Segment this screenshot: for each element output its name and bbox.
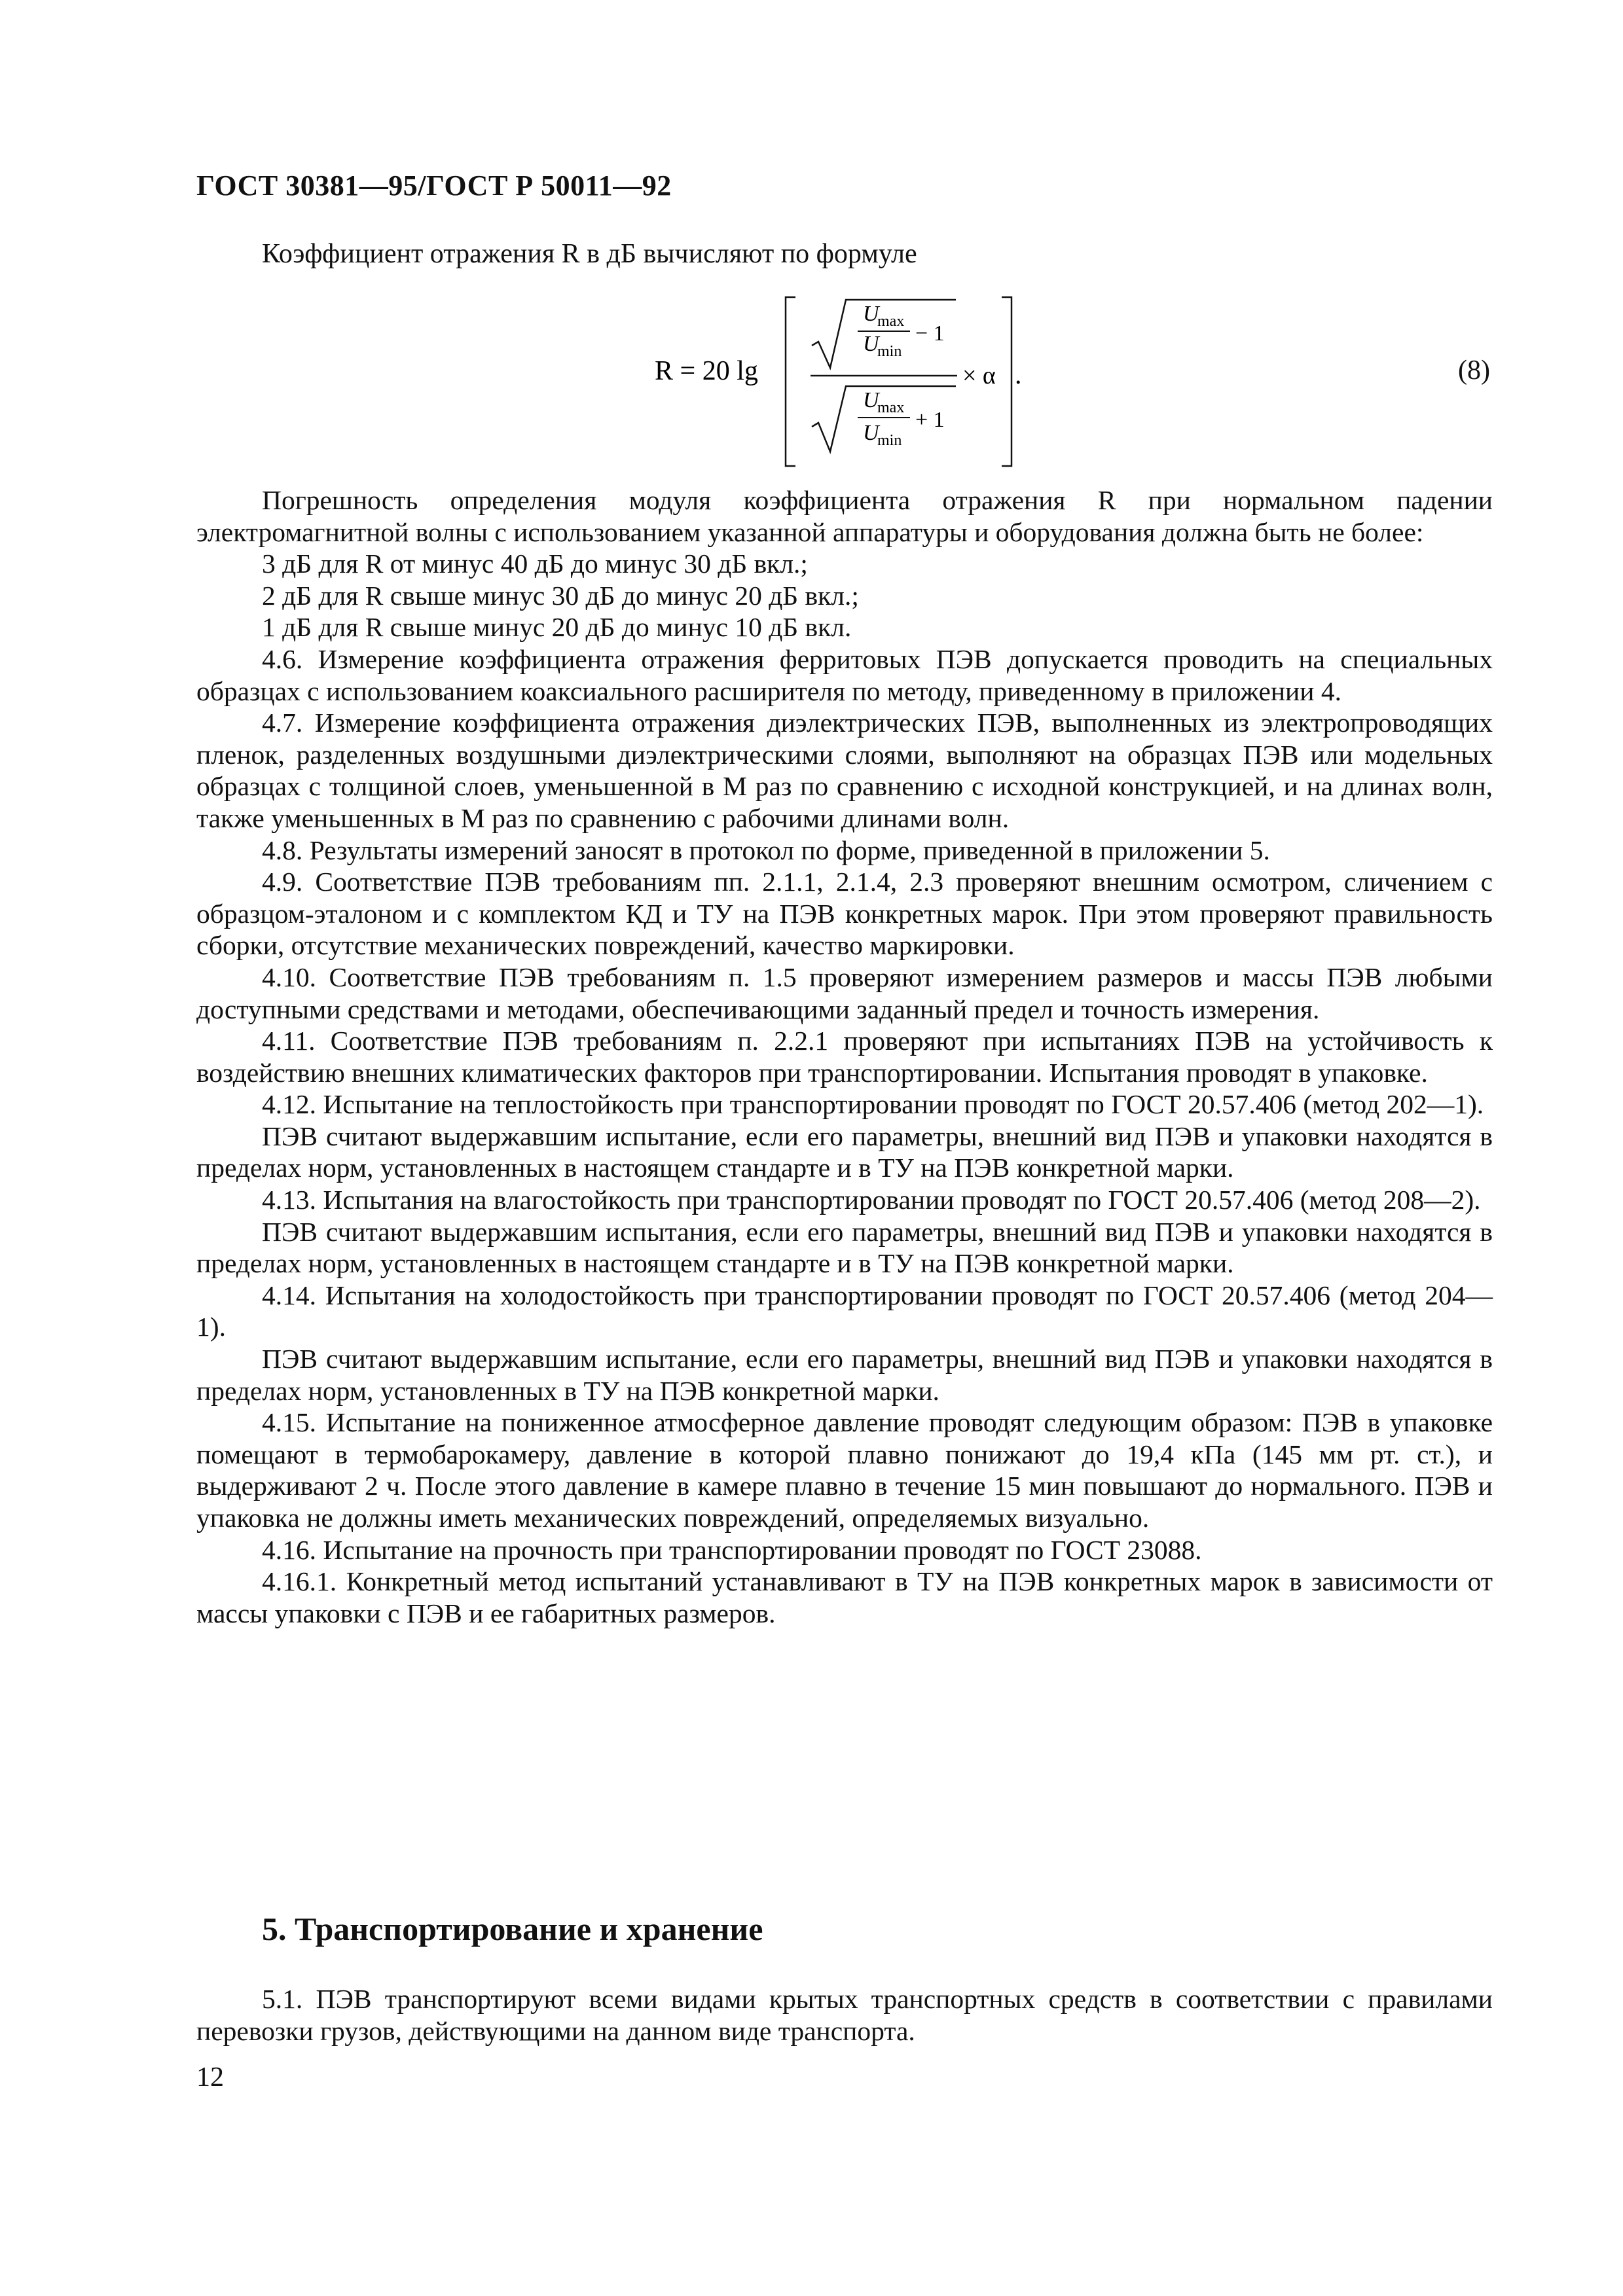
paragraph: 4.9. Соответствие ПЭВ требованиям пп. 2.1.1, 2.1.4, 2.3 проверяют внешним осмотром, сличением с образцом-эталоном и с комплектом КД и ТУ на ПЭВ конкретных марок. При этом проверяют правильность сборки, отсутствие механических повреждений, качество маркировки. xyxy=(196,867,1493,961)
paragraph: 4.6. Измерение коэффициента отражения ферритовых ПЭВ допускается проводить на специальных образцах с использованием коаксиального расширителя по методу, приведенному в приложении 4. xyxy=(196,643,1493,706)
formula-period: . xyxy=(1015,360,1021,390)
formula-left-bracket xyxy=(786,297,795,466)
formula-bottom-u-max: U xyxy=(863,388,879,412)
reflection-formula xyxy=(655,288,1021,478)
paragraph: 1 дБ для R свыше минус 20 дБ до минус 10 дБ вкл. xyxy=(262,612,852,643)
document-body xyxy=(196,484,1493,1629)
formula-bottom-sub-min: min xyxy=(877,432,902,449)
formula-bottom-sub-max: max xyxy=(877,399,905,416)
document-header: ГОСТ 30381—95/ГОСТ Р 50011—92 xyxy=(196,170,672,202)
formula-top-sub-min: min xyxy=(877,343,902,360)
paragraph: 2 дБ для R свыше минус 30 дБ до минус 20 дБ вкл.; xyxy=(262,580,859,611)
formula-times-alpha: × α xyxy=(962,362,996,389)
paragraph: 4.7. Измерение коэффициента отражения диэлектрических ПЭВ, выполненных из электропроводящих пленок, разделенных воздушными диэлектрическими слоями, выполняют на образцах ПЭВ или модельных образцах с толщиной слоев, уменьшенной в M раз по сравнению с исходной конструкцией, и на длинах волн, также уменьшенных в M раз по сравнению с рабочими длинами волн. xyxy=(196,708,1493,833)
formula-right-bracket xyxy=(1002,297,1012,466)
paragraph: 5.1. ПЭВ транспортируют всеми видами крытых транспортных средств в соответствии с правилами перевозки грузов, действующими на данном виде транспорта. xyxy=(196,1984,1493,2046)
section-title: 5. Транспортирование и хранение xyxy=(262,1910,763,1947)
paragraph: 4.14. Испытания на холодостойкость при транспортировании проводят по ГОСТ 20.57.406 (метод 204—1). xyxy=(196,1280,1493,1342)
formula-plus-one: + 1 xyxy=(915,408,945,432)
formula-intro: Коэффициент отражения R в дБ вычисляют по формуле xyxy=(262,239,917,269)
paragraph: ПЭВ считают выдержавшим испытание, если его параметры, внешний вид ПЭВ и упаковки находятся в пределах норм, установленных в настоящем стандарте и в ТУ на ПЭВ конкретной марки. xyxy=(196,1121,1493,1183)
paragraph: 3 дБ для R от минус 40 дБ до минус 30 дБ вкл.; xyxy=(262,548,808,579)
paragraph: 4.16.1. Конкретный метод испытаний устанавливают в ТУ на ПЭВ конкретных марок в зависимости от массы упаковки с ПЭВ и ее габаритных размеров. xyxy=(196,1566,1493,1628)
page-number: 12 xyxy=(196,2062,224,2092)
paragraph: 4.10. Соответствие ПЭВ требованиям п. 1.5 проверяют измерением размеров и массы ПЭВ любыми доступными средствами и методами, обеспечивающими заданный предел и точность измерения. xyxy=(196,961,1493,1024)
formula-bottom-u-min: U xyxy=(863,421,879,445)
formula-lhs: R = 20 lg xyxy=(655,356,758,386)
formula-top-u-max: U xyxy=(863,302,879,326)
formula-minus-one: − 1 xyxy=(915,321,945,346)
section-body xyxy=(196,1983,1493,2047)
paragraph: ПЭВ считают выдержавшим испытания, если его параметры, внешний вид ПЭВ и упаковки находятся в пределах норм, установленных в настоящем стандарте и в ТУ на ПЭВ конкретной марки. xyxy=(196,1216,1493,1279)
formula-top-sub-max: max xyxy=(877,313,905,330)
formula-top-u-min: U xyxy=(863,332,879,356)
paragraph: 4.13. Испытания на влагостойкость при транспортировании проводят по ГОСТ 20.57.406 (метод 208—2). xyxy=(262,1185,1481,1215)
paragraph: 4.12. Испытание на теплостойкость при транспортировании проводят по ГОСТ 20.57.406 (метод 202—1). xyxy=(262,1089,1484,1120)
paragraph: 4.16. Испытание на прочность при транспортировании проводят по ГОСТ 23088. xyxy=(262,1534,1202,1565)
paragraph: 4.11. Соответствие ПЭВ требованиям п. 2.2.1 проверяют при испытаниях ПЭВ на устойчивость к воздействию внешних климатических факторов при транспортировании. Испытания проводят в упаковке. xyxy=(196,1026,1493,1088)
formula-number: (8) xyxy=(1458,355,1490,386)
paragraph: ПЭВ считают выдержавшим испытание, если его параметры, внешний вид ПЭВ и упаковки находятся в пределах норм, установленных в ТУ на ПЭВ конкретной марки. xyxy=(196,1344,1493,1406)
paragraph: 4.8. Результаты измерений заносят в протокол по форме, приведенной в приложении 5. xyxy=(262,834,1270,865)
paragraph: Погрешность определения модуля коэффициента отражения R при нормальном падении электромагнитной волны с использованием указанной аппаратуры и оборудования должна быть не более: xyxy=(196,485,1493,547)
paragraph: 4.15. Испытание на пониженное атмосферное давление проводят следующим образом: ПЭВ в упаковке помещают в термобарокамеру, давление в которой плавно понижают до 19,4 кПа (145 мм рт. ст.), и выдерживают 2 ч. После этого давление в камере плавно в течение 15 мин повышают до нормального. ПЭВ и упаковка не должны иметь механических повреждений, определяемых визуально. xyxy=(196,1407,1493,1533)
